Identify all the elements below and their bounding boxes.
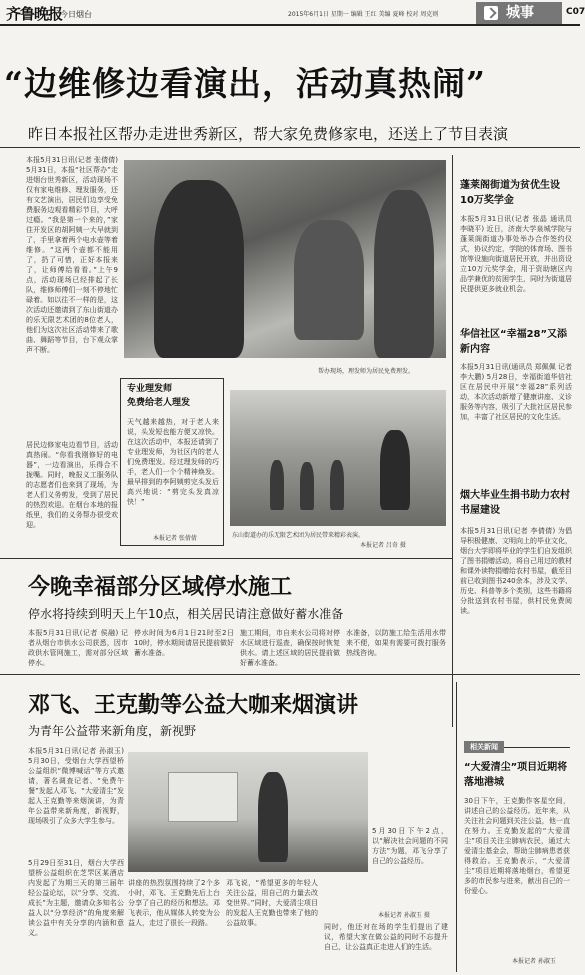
- box-byline: 本报记者 张倩倩: [153, 535, 197, 542]
- article2-title: 华信社区“幸福28”又添新内容: [460, 329, 568, 355]
- charity-photo-caption: 5月30日下午2点，以“解决社会问题的不同方法”为题，邓飞分享了自己的公益经历。: [372, 827, 448, 865]
- chevron-icon: [484, 6, 498, 20]
- box-text: 天气越来越热，对于老人来说，头发短也能方便又凉快。在这次活动中，本报还请到了专业理发师，为社区内的老人们免费理发。经过理发师的巧手，老人们一个个精神焕发。最早排到的李阿姨剪完头发后高兴地说：“剪完头发真凉快！”: [127, 418, 219, 506]
- article1-title: 蓬莱阁街道为贫优生设10万奖学金: [460, 180, 560, 206]
- photo-barber: [124, 160, 446, 358]
- water-col4: 水准备，以防施工给生活用水带来不便，如果有需要可拨打服务热线咨询。: [346, 629, 446, 657]
- issue-meta: 2015年6月1日 星期一 编辑 王红 美编 夏峰 校对 周克则: [288, 11, 439, 18]
- photo2-caption: 东山街道办的乐无限艺术团为居民带来精彩表演。: [232, 532, 365, 539]
- lead-subheadline: 昨日本报社区帮办走进世秀新区，帮大家免费修家电，还送上了节目表演: [28, 125, 509, 143]
- photo2-byline: 本报记者 吕奇 摄: [360, 542, 406, 549]
- charity-photo-byline: 本报记者 孙淑玉 摄: [378, 912, 430, 919]
- column-divider: [452, 155, 453, 727]
- water-headline: 今晚幸福部分区域停水施工: [28, 574, 293, 600]
- article4-text: 30日下午，王克勤作客星空间，讲述自己的公益经历。近年来，从关注社会问题到关注公益，他一直在努力。王克勤发起的“大爱清尘”项目关注尘肺病农民，通过大爱清尘基金会，帮助尘肺病患者获得救治。王克勤表示，“大爱清尘”项目近期将落地烟台，希望更多的市民参与进来，献出自己的一份爱心。: [464, 797, 570, 895]
- box-title-line2: 免费给老人理发: [127, 398, 191, 408]
- article2-text: 本报5月31日讯(通讯员 郑佩佩 记者 李大鹏) 5月28日，幸福街道华信社区在居民中开展“幸福28”系列活动，本次活动新增了健康讲座、义诊服务等内容，吸引了大批社区居民参加，丰富了社区居民的文化生活。: [460, 363, 572, 421]
- water-col3: 施工期间，市自来水公司将对停水区域进行巡查，确保按时恢复供水。请上述区域的居民提前做好蓄水准备。: [240, 629, 340, 667]
- box-title-line1: 专业理发师: [127, 384, 173, 394]
- page-number: C07: [566, 7, 585, 17]
- water-subheadline: 停水将持续到明天上午10点，相关居民请注意做好蓄水准备: [28, 607, 344, 621]
- edition-label: 今日烟台: [60, 10, 92, 19]
- divider: [0, 147, 580, 148]
- charity-subheadline: 为青年公益带来新角度，新视野: [28, 724, 197, 738]
- lead-column-1: 本报5月31日讯(记者 张倩倩) 5月31日，本报“社区帮办”走进烟台世秀新区，活动现场不仅有家电维修、理发服务，还有文艺演出，居民们边享受免费服务边观看精彩节目，大呼过瘾。“我是第一个来的，”家住开发区的胡阿姨一大早就到了，手里拿着两个电水壶等着维修。“这两个壶都不能用了，扔了可惜，正好本报来了，让师傅给看看。”上午9点，活动现场已经排起了长队，维修师傅们一刻不停地忙碌着。如以往不一样的是，这次活动还邀请到了东山街道办的乐无限艺术团的8位老人，他们为这次社区活动带来了歌曲、舞蹈等节目，台下观众掌声不断。: [26, 156, 118, 354]
- article4-byline: 本报记者 孙淑玉: [512, 958, 556, 965]
- section-name: 城事: [506, 5, 534, 21]
- article4-title: “大爱清尘”项目近期将落地港城: [464, 762, 568, 788]
- charity-col1: 本报5月31日讯(记者 孙淑玉) 5月30日，受烟台大学西望桥公益组织“微博喊话”等方式邀请，著名调查记者、“免费午餐”发起人邓飞、“大爱清尘”发起人王克勤等来烟演讲，为青年公益带来新角度，新视野，现场吸引了众多大学生参与。: [28, 747, 124, 825]
- newspaper-logo: 齐鲁晚报: [6, 5, 63, 23]
- section-badge: [476, 2, 562, 24]
- photo-lecture: [128, 752, 368, 872]
- article3-title: 烟大毕业生捐书助力农村书屋建设: [460, 490, 570, 516]
- lead-column-1b: 居民边修家电边看节目，活动真热闹。“你看我刚修好的电器”，一边看演出，乐得合不拢嘴。同时，晚报义工服务队的志愿者们也来到了现场，为老人们义务剪发，受到了居民的热烈欢迎。在烟台本地的报纸里，我们的义务帮办很受欢迎。: [26, 441, 118, 529]
- lead-headline: “边维修边看演出，活动真热闹”: [4, 64, 486, 103]
- column-divider: [456, 682, 457, 972]
- masthead: [0, 0, 585, 26]
- divider: [0, 558, 452, 559]
- charity-headline: 邓飞、王克勤等公益大咖来烟演讲: [28, 692, 359, 718]
- article1-text: 本报5月31日讯(记者 张晶 通讯员 李晓平) 近日，济南大学泉城学院与蓬莱阁街道办事处举办合作签约仪式，协议约定，学院的体育场、图书馆等设施向街道居民开放，并出资设立10万元奖学金，用于资助辖区内品学兼优的贫困学生，同时为街道居民提供更多就业机会。: [460, 215, 572, 293]
- charity-col1b: 5月29日至31日，烟台大学西望桥公益组织在芝罘区某酒店内发起了为期三天的第三届年轻公益论坛，以“分享、交流、成长”为主题，邀请众多知名公益人以“分享经济”的角度来解读公益中有关分享的内涵和意义。: [28, 859, 124, 937]
- sidebar-box-barber: [120, 378, 224, 546]
- charity-col4: 同时，他还对在场的学生们提出了建议，希望大家在做公益的同时不忘提升自己，让公益真正走进人们的生活。: [324, 923, 448, 951]
- photo1-caption: 帮办现场，理发师为居民免费理发。: [318, 368, 415, 375]
- related-label: 相关新闻: [464, 741, 504, 753]
- charity-col3: 邓飞说，“希望更多的年轻人关注公益，用自己的力量去改变世界。”同时，大爱清尘项目的发起人王克勤也带来了他的公益故事。: [226, 879, 318, 927]
- article3-text: 本报5月31日讯(记者 李倩倩) 为倡导积极健康、文明向上的毕业文化，烟台大学即将毕业的学生们自发组织了图书捐赠活动，将自己用过的教材和课外读物捐赠给农村书屋，截至目前已收到图书240余本，涉及文学、历史、科普等多个类别，这些书籍将分批送到农村书屋，供村民免费阅读。: [460, 527, 572, 615]
- water-col2: 停水时间为6月1日21时至2日10时，停水期间请居民提前做好蓄水准备。: [134, 629, 234, 657]
- water-col1: 本报5月31日讯(记者 侯融) 记者从烟台市供水公司获悉，因市政供水管网施工，需对部分区域停水。: [28, 629, 128, 667]
- photo-performance: [230, 390, 446, 526]
- related-news-tag: [464, 734, 570, 751]
- charity-col2: 讲座的热烈氛围持续了2个多小时，邓飞、王克勤先后上台分享了自己的经历和想法。邓飞表示，他从媒体人转变为公益人，走过了很长一段路。: [128, 879, 220, 927]
- divider: [0, 674, 580, 675]
